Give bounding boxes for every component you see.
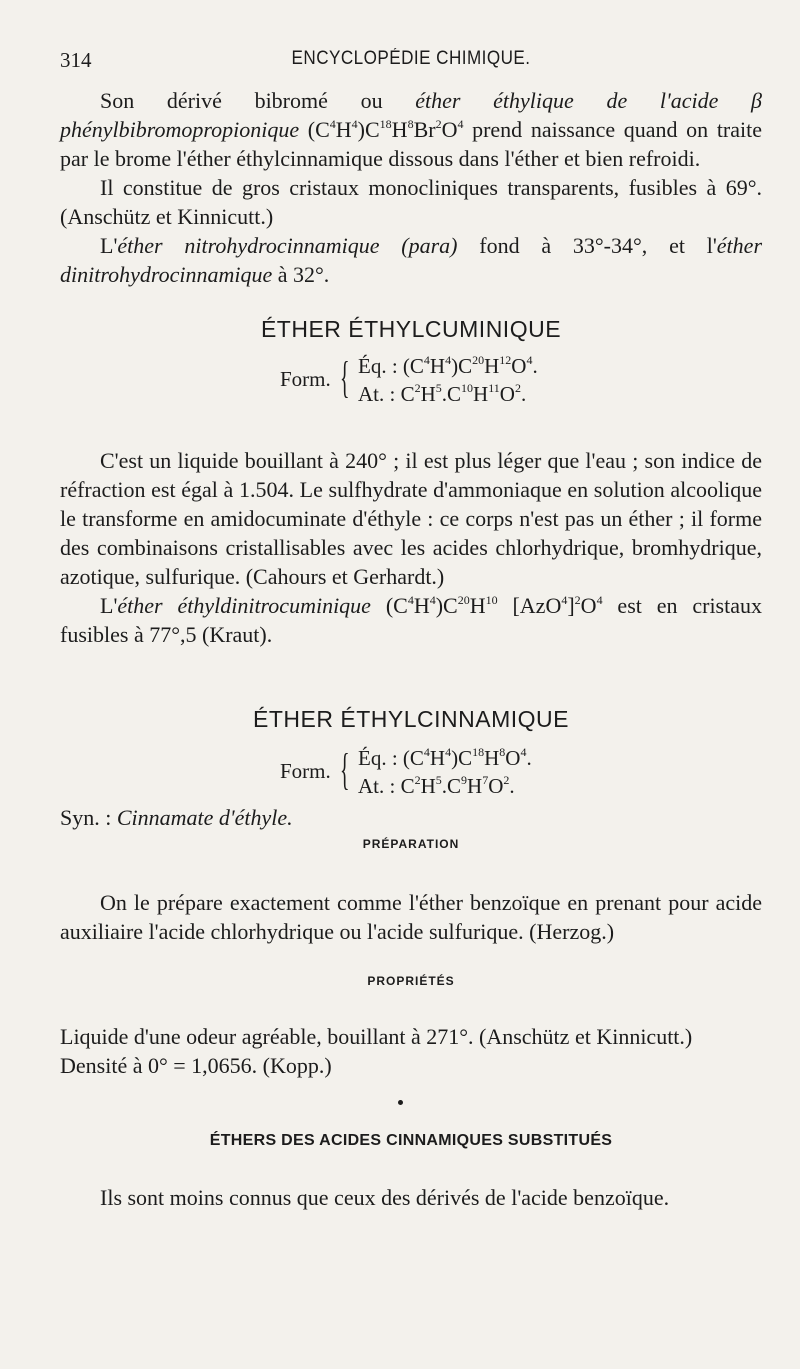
formula-eq-line: Éq. : $(C^4H^4)C^{18}H^8O^4$. bbox=[358, 745, 532, 770]
formula-at-line: At. : $C^2H^5.C^9H^7O^2$. bbox=[358, 773, 515, 798]
section-title-substitues: ÉTHERS DES ACIDES CINNAMIQUES SUBSTITUÉS bbox=[209, 1132, 613, 1149]
property-density: Densité à 0° = 1,0656. (Kopp.) bbox=[60, 1053, 332, 1078]
section-title-ethylcinnamique: ÉTHER ÉTHYLCINNAMIQUE bbox=[253, 706, 569, 732]
section-title-ethylcuminique: ÉTHER ÉTHYLCUMINIQUE bbox=[260, 316, 562, 342]
page-number: 314 bbox=[60, 48, 92, 72]
property-boiling: Liquide d'une odeur agréable, bouillant à 271°. (Anschütz et Kinnicutt.) bbox=[60, 1024, 693, 1049]
running-title: ENCYCLOPÉDIE CHIMIQUE. bbox=[291, 48, 531, 69]
synonym-label: Syn. : bbox=[60, 805, 117, 830]
formula-brace: { bbox=[340, 745, 350, 794]
page-header bbox=[60, 48, 762, 74]
formula-brace: { bbox=[340, 353, 350, 402]
paragraph-crystals: Il constitue de gros cristaux monocliniques transparents, fusibles à 69°. (Anschütz et Kinnicutt.) bbox=[60, 175, 762, 229]
formula-at-line: At. : $C^2H^5.C^{10}H^{11}O^2$. bbox=[358, 381, 527, 406]
separator-dot bbox=[398, 1100, 403, 1105]
paragraph-nitro: L'éther nitrohydrocinnamique (para) fond à 33°-34°, et l'éther dinitrohydrocinnamique à 32°. bbox=[60, 233, 762, 287]
paragraph-dinitro: L'éther éthyldinitrocuminique $(C^4H^4)C^{20}H^{10}$ $[AzO^4]^2O^4$ est en cristaux fusibles à 77°,5 (Kraut). bbox=[60, 593, 762, 647]
paragraph-bibrome: Son dérivé bibromé ou éther éthylique de l'acide β phénylbibromopropionique $(C^4H^4)C^{18}H^8Br^2O^4$ prend naissance quand on traite par le brome l'éther éthylcinnamique dissous dans l'éther et bien refroidi. bbox=[60, 88, 763, 171]
subheading-preparation: PRÉPARATION bbox=[362, 837, 460, 851]
paragraph-liquide: C'est un liquide bouillant à 240° ; il est plus léger que l'eau ; son indice de réfraction est égal à 1.504. Le sulfhydrate d'ammoniaque en solution alcoolique le transforme en amidocuminate d'éthyle : ce corps n'est pas un éther ; il forme des combinaisons cristallisables avec les acides chlorhydrique, bromhydrique, azotique, sulfurique. (Cahours et Gerhardt.) bbox=[60, 448, 762, 589]
intro-block bbox=[60, 86, 762, 289]
synonym-value: Cinnamate d'éthyle. bbox=[116, 805, 293, 830]
subheading-proprietes: PROPRIÉTÉS bbox=[367, 974, 455, 988]
substitues-text bbox=[60, 1183, 762, 1212]
preparation-text bbox=[60, 888, 762, 946]
ethylcuminique-text bbox=[60, 446, 762, 649]
formula-label: Form. bbox=[280, 759, 331, 783]
formula-eq-line: Éq. : $(C^4H^4)C^{20}H^{12}O^4$. bbox=[358, 353, 538, 378]
paragraph-preparation: On le prépare exactement comme l'éther benzoïque en prenant pour acide auxiliaire l'acide chlorhydrique ou l'acide sulfurique. (Herzog.) bbox=[60, 890, 762, 944]
formula-label: Form. bbox=[280, 367, 331, 391]
synonym-line bbox=[60, 803, 762, 832]
paragraph-substitues: Ils sont moins connus que ceux des dérivés de l'acide benzoïque. bbox=[100, 1185, 670, 1210]
properties-text bbox=[60, 1022, 762, 1080]
